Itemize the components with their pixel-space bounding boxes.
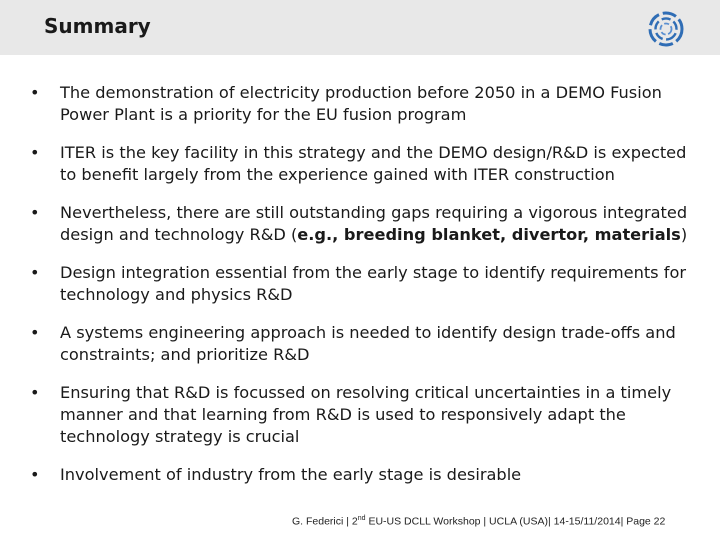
bullet-dot: • [30, 383, 40, 402]
eurofusion-ring-logo-icon [646, 9, 686, 49]
bullet-text-bold: e.g., breeding blanket, divertor, materials [297, 225, 681, 244]
bullet-dot: • [30, 83, 40, 102]
footer-text-rest: EU-US DCLL Workshop | UCLA (USA)| 14-15/11/2014| Page 22 [365, 515, 666, 528]
bullet-item [30, 82, 692, 126]
bullet-text: ITER is the key facility in this strategy and the DEMO design/R&D is expected to benefit largely from the experience gained with ITER construction [60, 143, 687, 184]
bullet-item [30, 382, 692, 448]
bullet-dot: • [30, 465, 40, 484]
bullet-dot: • [30, 203, 40, 222]
bullet-dot: • [30, 263, 40, 282]
bullet-text-end: ) [680, 225, 688, 244]
footer-superscript: nd [357, 515, 366, 522]
header-bar [0, 0, 720, 55]
bullet-item [30, 262, 692, 306]
bullet-text: The demonstration of electricity production before 2050 in a DEMO Fusion Power Plant is a priority for the EU fusion program [60, 83, 662, 124]
bullet-text: Ensuring that R&D is focussed on resolving critical uncertainties in a timely manner and that learning from R&D is used to responsively adapt the technology strategy is crucial [60, 383, 672, 446]
bullet-dot: • [30, 323, 40, 342]
footer-text: G. Federici | 2 [292, 515, 358, 528]
bullet-item [30, 202, 692, 246]
bullet-item [30, 322, 692, 366]
slide-title: Summary [44, 14, 151, 38]
bullet-text: Design integration essential from the early stage to identify requirements for technology and physics R&D [60, 263, 687, 304]
bullet-item [30, 142, 692, 186]
bullet-text: Nevertheless, there are still outstanding gaps requiring a vigorous integrated design and technology R&D ( [60, 203, 688, 244]
bullet-list [30, 82, 692, 502]
bullet-dot: • [30, 143, 40, 162]
bullet-item [30, 464, 692, 486]
bullet-text: Involvement of industry from the early stage is desirable [60, 465, 522, 484]
slide-footer [292, 515, 712, 528]
bullet-text: A systems engineering approach is needed to identify design trade-offs and constraints; and prioritize R&D [60, 323, 676, 364]
